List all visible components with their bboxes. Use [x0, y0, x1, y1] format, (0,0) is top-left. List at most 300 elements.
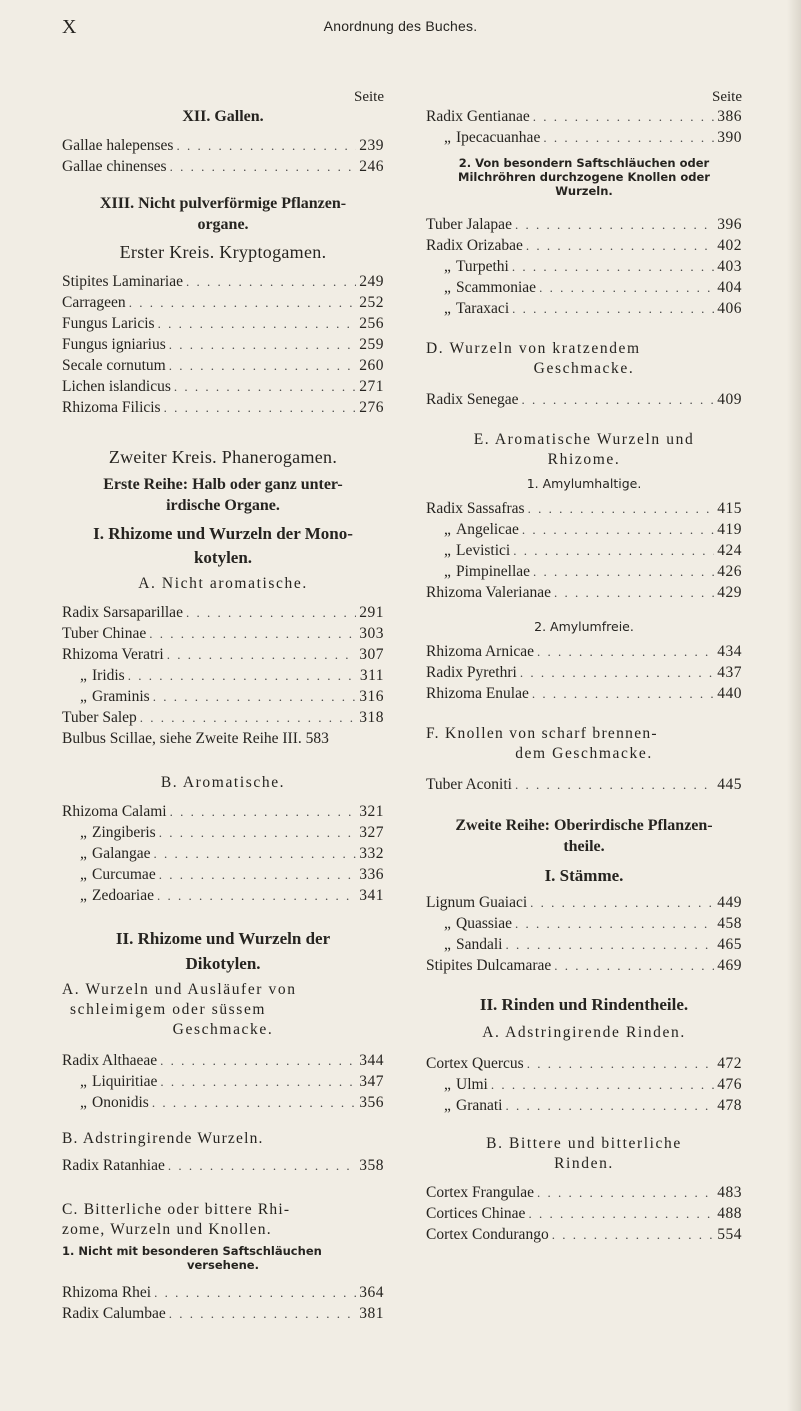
leader-dots: [140, 707, 356, 728]
leader-dots: [152, 1092, 356, 1113]
entry-name-text: Graminis: [92, 688, 150, 705]
entry-name: Fungus igniarius: [62, 336, 166, 353]
toc-entry: [62, 822, 384, 843]
toc-entry: [426, 519, 742, 540]
leader-dots: [164, 397, 357, 418]
leader-dots: [554, 955, 714, 976]
entry-page: 356: [359, 1094, 384, 1111]
toc-entry: [426, 582, 742, 603]
entry-name: Rhizoma Valerianae: [426, 584, 551, 601]
group-heading: Geschmacke.: [172, 1021, 274, 1038]
entry-name: Radix Ratanhiae: [62, 1157, 165, 1174]
leader-dots: [532, 683, 714, 704]
toc-entry: [62, 1303, 384, 1324]
entry-page: 364: [359, 1284, 384, 1301]
toc-entry: [426, 774, 742, 795]
toc-entry: [62, 156, 384, 177]
entry-page: 488: [717, 1205, 742, 1222]
ditto-mark: „: [444, 279, 451, 296]
leader-dots: [160, 1050, 356, 1071]
toc-entry: [62, 376, 384, 397]
entry-page: 415: [717, 500, 742, 517]
entry-name-text: Granati: [456, 1097, 503, 1114]
leader-dots: [528, 498, 715, 519]
ditto-mark: „: [444, 129, 451, 146]
entry-name: Rhizoma Arnicae: [426, 643, 535, 660]
subgroup-heading: Milchröhren durchzogene Knollen oder: [458, 170, 710, 184]
group-heading: C. Bitterliche oder bittere Rhi-: [62, 1201, 291, 1218]
toc-entry: [62, 1050, 384, 1071]
toc-entry: [426, 127, 742, 148]
toc-entry: [62, 644, 384, 665]
subsection-heading: I. Rhizome und Wurzeln der Mono-: [93, 524, 353, 543]
entry-page: 276: [359, 399, 384, 416]
leader-dots: [169, 334, 356, 355]
left-column: [62, 88, 384, 1324]
entry-list: [62, 602, 384, 728]
entry-page: 249: [359, 273, 384, 290]
entry-name: Cortex Quercus: [426, 1055, 524, 1072]
leader-dots: [153, 686, 357, 707]
entry-page: 321: [359, 803, 384, 820]
toc-entry: [62, 334, 384, 355]
ditto-mark: „: [80, 887, 87, 904]
entry-name-text: Sandali: [456, 936, 503, 953]
leader-dots: [537, 641, 714, 662]
toc-entry: [62, 1071, 384, 1092]
entry-page: 472: [717, 1055, 742, 1072]
entry-page: 311: [359, 667, 384, 684]
toc-entry: [62, 602, 384, 623]
entry-page: 332: [359, 845, 384, 862]
entry-page: 478: [717, 1097, 742, 1114]
entry-list: [426, 498, 742, 603]
entry-name-text: Scammoniae: [456, 279, 537, 296]
toc-entry: [62, 665, 384, 686]
entry-list: [62, 1282, 384, 1324]
entry-name: Stipites Laminariae: [62, 273, 183, 290]
leader-dots: [129, 292, 357, 313]
toc-entry: [426, 683, 742, 704]
leader-dots: [154, 1282, 356, 1303]
leader-dots: [520, 662, 714, 683]
entry-name-text: Levistici: [456, 542, 511, 559]
subsection-heading: II. Rhizome und Wurzeln der: [115, 929, 331, 948]
leader-dots: [533, 106, 715, 127]
group-heading: Rinden.: [554, 1155, 614, 1172]
entry-name: Tuber Salep: [62, 709, 137, 726]
entry-page: 381: [359, 1305, 384, 1322]
entry-page: 554: [717, 1226, 742, 1243]
reihe-heading: irdische Organe.: [166, 497, 280, 514]
subgroup-heading: versehene.: [187, 1258, 259, 1272]
ditto-mark: „: [444, 1097, 451, 1114]
entry-page: 256: [359, 315, 384, 332]
entry-page: 239: [359, 137, 384, 154]
toc-entry: [62, 707, 384, 728]
ditto-mark: „: [444, 915, 451, 932]
entry-list: [62, 801, 384, 906]
entry-page: 476: [717, 1076, 742, 1093]
entry-bulbus: Bulbus Scillae, siehe Zweite Reihe III. 583: [62, 730, 329, 747]
entry-name-text: Turpethi: [456, 258, 509, 275]
entry-name: Radix Orizabae: [426, 237, 523, 254]
entry-name: [62, 665, 125, 686]
toc-entry: [426, 277, 742, 298]
entry-page: 440: [717, 685, 742, 702]
subsection-heading: I. Stämme.: [544, 866, 624, 885]
entry-name: [62, 864, 156, 885]
leader-dots: [506, 934, 715, 955]
entry-page: 426: [717, 563, 742, 580]
entry-page: 449: [717, 894, 742, 911]
entry-name: Gallae chinenses: [62, 158, 167, 175]
toc-entry: [62, 843, 384, 864]
entry-list: [426, 774, 742, 795]
subgroup-heading: 2. Von besondern Saftschläuchen oder: [458, 156, 710, 170]
toc-entry: [426, 540, 742, 561]
group-heading: A. Nicht aromatische.: [138, 575, 308, 592]
entry-list: [426, 1182, 742, 1245]
entry-name: [426, 298, 509, 319]
ditto-mark: „: [80, 845, 87, 862]
entry-page: 469: [717, 957, 742, 974]
entry-page: 344: [359, 1052, 384, 1069]
entry-name: Radix Sarsaparillae: [62, 604, 183, 621]
entry-page: 318: [359, 709, 384, 726]
entry-name: Lignum Guaiaci: [426, 894, 528, 911]
entry-name: Rhizoma Veratri: [62, 646, 164, 663]
entry-list: [62, 271, 384, 418]
leader-dots: [169, 1303, 357, 1324]
toc-entry: [426, 1074, 742, 1095]
entry-name-text: Iridis: [92, 667, 125, 684]
kreis-heading: Zweiter Kreis. Phanerogamen.: [108, 447, 338, 467]
leader-dots: [174, 376, 356, 397]
toc-entry: [62, 885, 384, 906]
ditto-mark: „: [80, 1094, 87, 1111]
entry-name: Radix Pyrethri: [426, 664, 517, 681]
entry-name-text: Quassiae: [456, 915, 512, 932]
entry-name: [426, 540, 510, 561]
ditto-mark: „: [444, 936, 451, 953]
entry-name: Secale cornutum: [62, 357, 166, 374]
entry-name-text: Galangae: [92, 845, 151, 862]
leader-dots: [160, 1071, 356, 1092]
entry-name: [426, 561, 530, 582]
ditto-mark: „: [80, 866, 87, 883]
entry-name-text: Zedoariae: [92, 887, 154, 904]
leader-dots: [537, 1182, 714, 1203]
entry-page: 252: [359, 294, 384, 311]
leader-dots: [528, 1203, 714, 1224]
toc-entry: [426, 934, 742, 955]
entry-name: Tuber Chinae: [62, 625, 147, 642]
entry-list: [62, 1155, 384, 1176]
group-heading: Rhizome.: [547, 451, 621, 468]
leader-dots: [539, 277, 714, 298]
entry-page: 390: [717, 129, 742, 146]
entry-page: 327: [359, 824, 384, 841]
entry-name: [62, 686, 150, 707]
entry-name: Radix Sassafras: [426, 500, 525, 517]
seite-label: Seite: [712, 89, 742, 105]
entry-name: Radix Gentianae: [426, 108, 530, 125]
entry-name: Tuber Aconiti: [426, 776, 512, 793]
entry-page: 347: [359, 1073, 384, 1090]
entry-name: Fungus Laricis: [62, 315, 155, 332]
entry-name-text: Ononidis: [92, 1094, 149, 1111]
leader-dots: [513, 540, 714, 561]
leader-dots: [186, 271, 356, 292]
leader-dots: [515, 214, 714, 235]
section-heading: XII. Gallen.: [182, 108, 264, 125]
entry-page: 336: [359, 866, 384, 883]
leader-dots: [512, 298, 714, 319]
entry-name: [62, 843, 151, 864]
entry-page: 429: [717, 584, 742, 601]
kreis-heading: Erster Kreis. Kryptogamen.: [119, 242, 327, 262]
toc-entry: [426, 1053, 742, 1074]
entry-name: [62, 822, 156, 843]
section-heading: XIII. Nicht pulverförmige Pflanzen-: [99, 195, 347, 212]
entry-page: 445: [717, 776, 742, 793]
leader-dots: [159, 864, 357, 885]
leader-dots: [170, 156, 357, 177]
entry-list: [426, 214, 742, 319]
entry-page: 458: [717, 915, 742, 932]
entry-page: 403: [717, 258, 742, 275]
leader-dots: [526, 235, 714, 256]
toc-entry: [62, 623, 384, 644]
toc-entry: [426, 256, 742, 277]
toc-entry: [62, 397, 384, 418]
entry-page: 259: [359, 336, 384, 353]
entry-name: [426, 277, 536, 298]
leader-dots: [167, 644, 357, 665]
toc-entry: [426, 389, 742, 410]
leader-dots: [522, 519, 714, 540]
toc-entry: [426, 235, 742, 256]
toc-entry: [62, 292, 384, 313]
group-heading: B. Adstringirende Wurzeln.: [62, 1130, 264, 1147]
leader-dots: [149, 623, 356, 644]
entry-page: 291: [359, 604, 384, 621]
entry-page: 303: [359, 625, 384, 642]
page-edge-shadow: [787, 0, 801, 1411]
ditto-mark: „: [444, 521, 451, 538]
entry-name: [426, 913, 512, 934]
reihe-heading: Erste Reihe: Halb oder ganz unter-: [103, 476, 343, 493]
entry-page: 404: [717, 279, 742, 296]
entry-page: 316: [359, 688, 384, 705]
toc-entry: [62, 1092, 384, 1113]
leader-dots: [154, 843, 357, 864]
leader-dots: [186, 602, 356, 623]
leader-dots: [527, 1053, 715, 1074]
ditto-mark: „: [80, 1073, 87, 1090]
leader-dots: [515, 774, 714, 795]
entry-name: [426, 519, 519, 540]
subgroup-heading: Wurzeln.: [555, 184, 613, 198]
toc-entry: [62, 686, 384, 707]
entry-page: 424: [717, 542, 742, 559]
ditto-mark: „: [444, 542, 451, 559]
leader-dots: [505, 1095, 714, 1116]
toc-entry: [426, 955, 742, 976]
right-column: [426, 88, 742, 1245]
leader-dots: [158, 313, 357, 334]
entry-page: 483: [717, 1184, 742, 1201]
reihe-heading: theile.: [563, 838, 605, 855]
entry-name: Cortices Chinae: [426, 1205, 526, 1222]
group-heading: dem Geschmacke.: [515, 745, 653, 762]
entry-name: Rhizoma Filicis: [62, 399, 161, 416]
entry-name: Tuber Jalapae: [426, 216, 512, 233]
group-heading: zome, Wurzeln und Knollen.: [62, 1221, 272, 1238]
leader-dots: [515, 913, 714, 934]
toc-entry: [426, 1203, 742, 1224]
group-heading: B. Bittere und bitterliche: [486, 1135, 682, 1152]
entry-name-text: Ulmi: [456, 1076, 488, 1093]
leader-dots: [128, 665, 357, 686]
leader-dots: [491, 1074, 714, 1095]
toc-entry: [426, 298, 742, 319]
subsection-heading: Dikotylen.: [185, 954, 261, 973]
subgroup-heading: 1. Nicht mit besonderen Saftschläuchen: [62, 1244, 322, 1258]
entry-page: 271: [359, 378, 384, 395]
ditto-mark: „: [444, 1076, 451, 1093]
subsection-heading: kotylen.: [193, 548, 253, 567]
reihe-heading: Zweite Reihe: Oberirdische Pflanzen-: [455, 817, 713, 834]
toc-entry: [426, 641, 742, 662]
toc-entry: [426, 498, 742, 519]
entry-list: [426, 1053, 742, 1116]
entry-name: Rhizoma Enulae: [426, 685, 529, 702]
entry-list: [426, 892, 742, 976]
leader-dots: [552, 1224, 715, 1245]
entry-name: Rhizoma Calami: [62, 803, 167, 820]
entry-name: [62, 1092, 149, 1113]
entry-name-text: Ipecacuanhae: [456, 129, 541, 146]
entry-name-text: Zingiberis: [92, 824, 156, 841]
entry-page: 465: [717, 936, 742, 953]
toc-entry: [62, 1282, 384, 1303]
entry-page: 260: [359, 357, 384, 374]
entry-page: 406: [717, 300, 742, 317]
entry-name-text: Taraxaci: [456, 300, 510, 317]
leader-dots: [530, 892, 714, 913]
subgroup-heading: 1. Amylumhaltige.: [526, 476, 642, 491]
group-heading: B. Aromatische.: [160, 774, 286, 791]
toc-entry: [426, 892, 742, 913]
group-heading: D. Wurzeln von kratzendem: [426, 340, 641, 357]
ditto-mark: „: [444, 300, 451, 317]
toc-entry: [62, 313, 384, 334]
toc-entry: [426, 106, 742, 127]
ditto-mark: „: [80, 688, 87, 705]
entry-list: [426, 389, 742, 410]
toc-entry: [62, 1155, 384, 1176]
entry-list: [426, 106, 742, 148]
toc-entry: [62, 864, 384, 885]
toc-entry: [62, 135, 384, 156]
entry-name-text: Curcumae: [92, 866, 156, 883]
entry-page: 341: [359, 887, 384, 904]
entry-page: 386: [717, 108, 742, 125]
toc-entry: [62, 271, 384, 292]
leader-dots: [157, 885, 356, 906]
running-head: [0, 14, 801, 40]
ditto-mark: „: [80, 824, 87, 841]
toc-entry: [426, 561, 742, 582]
entry-name: [426, 127, 540, 148]
entry-page: 396: [717, 216, 742, 233]
entry-name: Gallae halepenses: [62, 137, 174, 154]
entry-name: Cortex Frangulae: [426, 1184, 535, 1201]
entry-name: [426, 1074, 488, 1095]
leader-dots: [554, 582, 714, 603]
leader-dots: [533, 561, 714, 582]
leader-dots: [512, 256, 714, 277]
toc-entry: [426, 662, 742, 683]
entry-page: 419: [717, 521, 742, 538]
group-heading: schleimigem oder süssem: [70, 1001, 267, 1018]
entry-name: Radix Althaeae: [62, 1052, 158, 1069]
ditto-mark: „: [444, 258, 451, 275]
entry-name: Rhizoma Rhei: [62, 1284, 152, 1301]
entry-name: Radix Senegae: [426, 391, 519, 408]
toc-entry: [426, 913, 742, 934]
entry-name: [426, 934, 503, 955]
group-heading: Geschmacke.: [533, 360, 635, 377]
entry-list: [426, 641, 742, 704]
entry-page: 437: [717, 664, 742, 681]
subsection-heading: II. Rinden und Rindentheile.: [479, 995, 689, 1014]
entry-name: [426, 1095, 502, 1116]
entry-name: [426, 256, 509, 277]
leader-dots: [176, 135, 356, 156]
running-title: Anordnung des Buches.: [323, 18, 478, 34]
leader-dots: [543, 127, 714, 148]
subgroup-heading: 2. Amylumfreie.: [534, 619, 634, 634]
page-number: X: [62, 16, 77, 38]
group-heading: A. Wurzeln und Ausläufer von: [62, 981, 297, 998]
entry-page: 434: [717, 643, 742, 660]
toc-entry: [62, 801, 384, 822]
leader-dots: [168, 1155, 356, 1176]
leader-dots: [169, 355, 357, 376]
ditto-mark: „: [444, 563, 451, 580]
seite-label: Seite: [354, 89, 384, 105]
entry-page: 402: [717, 237, 742, 254]
toc-entry: [426, 214, 742, 235]
entry-page: 409: [717, 391, 742, 408]
entry-page: 358: [359, 1157, 384, 1174]
entry-name: Carrageen: [62, 294, 126, 311]
group-heading: A. Adstringirende Rinden.: [482, 1024, 686, 1041]
entry-page: 307: [359, 646, 384, 663]
entry-name: [62, 885, 154, 906]
toc-entry: [426, 1095, 742, 1116]
toc-entry: [62, 355, 384, 376]
entry-name-text: Liquiritiae: [92, 1073, 158, 1090]
entry-name-text: Angelicae: [456, 521, 519, 538]
entry-list: [62, 135, 384, 177]
section-heading: organe.: [197, 216, 249, 233]
ditto-mark: „: [80, 667, 87, 684]
entry-name: Radix Calumbae: [62, 1305, 166, 1322]
